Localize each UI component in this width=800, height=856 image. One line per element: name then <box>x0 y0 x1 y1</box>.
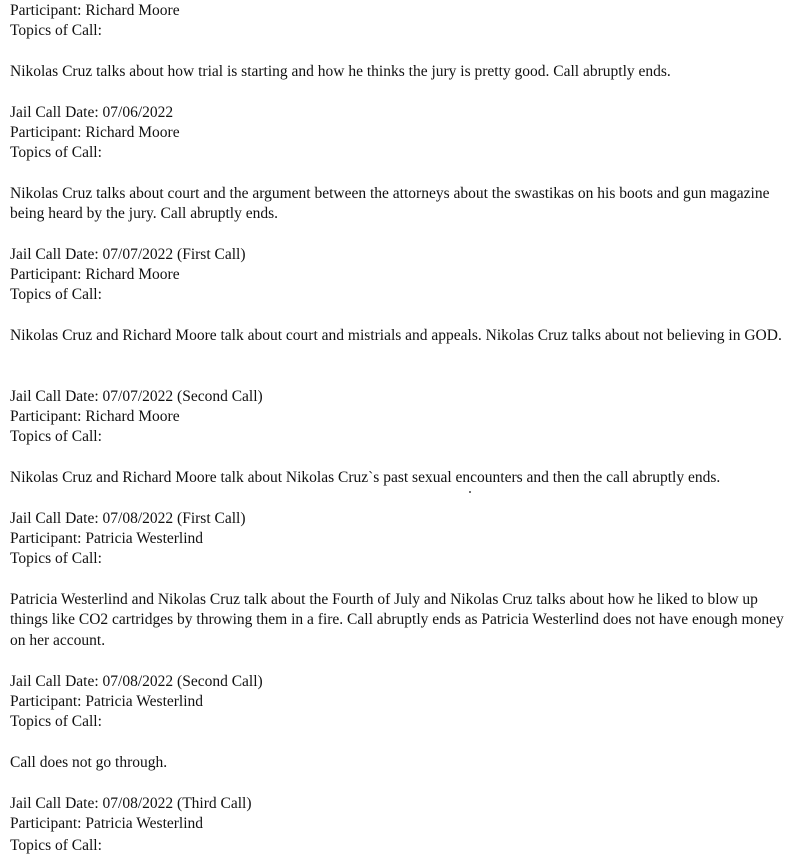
call-date: Jail Call Date: 07/07/2022 (Second Call) <box>10 388 263 405</box>
participant-line: Participant: Patricia Westerlind <box>10 530 204 547</box>
topics-label: Topics of Call: <box>10 713 102 730</box>
topics-label: Topics of Call: <box>10 837 102 854</box>
call-summary: Nikolas Cruz and Richard Moore talk about Nikolas Cruz`s past sexual encounters and then the call abruptly ends. <box>10 469 721 486</box>
topics-label: Topics of Call: <box>10 428 102 445</box>
call-summary: Patricia Westerlind and Nikolas Cruz talk about the Fourth of July and Nikolas Cruz talks about how he liked to blow up things like CO2 cartridges by throwing them in a fire. Call abruptly ends as Patricia Westerlind does not have enough money on her account. <box>10 591 784 649</box>
participant-line: Participant: Richard Moore <box>10 2 180 19</box>
call-date: Jail Call Date: 07/08/2022 (Third Call) <box>10 795 252 812</box>
participant-line: Participant: Richard Moore <box>10 408 180 425</box>
participant-line: Participant: Patricia Westerlind <box>10 693 204 710</box>
participant-line: Participant: Richard Moore <box>10 124 180 141</box>
topics-label: Topics of Call: <box>10 286 102 303</box>
call-summary: Nikolas Cruz and Richard Moore talk about court and mistrials and appeals. Nikolas Cruz talks about not believing in GOD. <box>10 327 782 344</box>
call-summary: Nikolas Cruz talks about how trial is starting and how he thinks the jury is pretty good. Call abruptly ends. <box>10 63 671 80</box>
topics-label: Topics of Call: <box>10 22 102 39</box>
participant-line: Participant: Richard Moore <box>10 266 180 283</box>
call-date: Jail Call Date: 07/08/2022 (First Call) <box>10 510 246 527</box>
topics-label: Topics of Call: <box>10 144 102 161</box>
scan-speck <box>469 491 471 493</box>
call-date: Jail Call Date: 07/07/2022 (First Call) <box>10 246 246 263</box>
call-summary: Nikolas Cruz talks about court and the argument between the attorneys about the swastikas on his boots and gun magazine being heard by the jury. Call abruptly ends. <box>10 185 770 223</box>
call-date: Jail Call Date: 07/06/2022 <box>10 104 174 121</box>
topics-label: Topics of Call: <box>10 550 102 567</box>
call-date: Jail Call Date: 07/08/2022 (Second Call) <box>10 673 263 690</box>
participant-line: Participant: Patricia Westerlind <box>10 815 204 832</box>
call-summary: Call does not go through. <box>10 754 168 771</box>
